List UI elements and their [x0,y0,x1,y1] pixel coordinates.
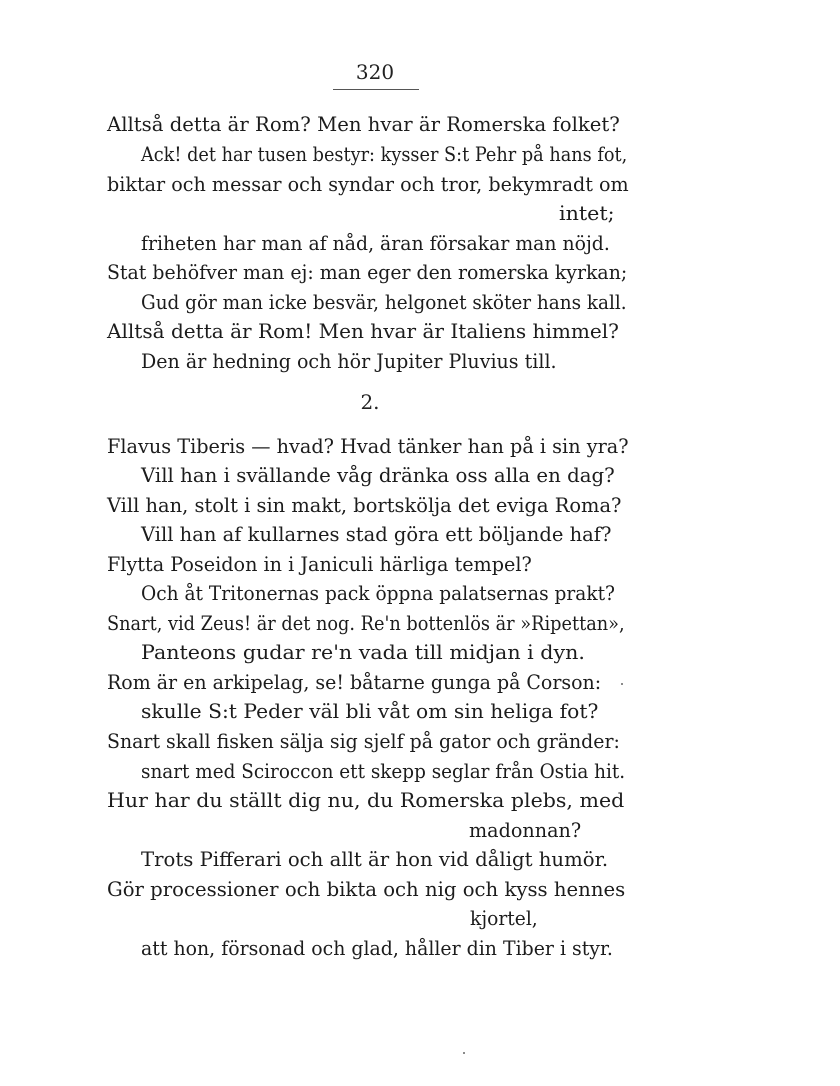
verse-line: Hur har du ställt dig nu, du Romerska plebs, med [107,789,625,812]
verse-line: Alltså detta är Rom? Men hvar är Romerska folket? [107,113,620,136]
verse-line: Gör processioner och bikta och nig och kyss hennes [107,878,626,901]
print-speck [621,683,623,685]
verse-line: Vill han, stolt i sin makt, bortskölja det eviga Roma? [107,494,622,517]
verse-line: Stat behöfver man ej: man eger den romerska kyrkan; [107,261,628,284]
verse-line: skulle S:t Peder väl bli våt om sin heliga fot? [141,700,599,723]
verse-line: intet; [559,202,615,225]
page-number-rule [333,89,419,90]
verse-line: Den är hedning och hör Jupiter Pluvius till. [141,350,557,373]
verse-line: Alltså detta är Rom! Men hvar är Italiens himmel? [107,320,619,343]
verse-line: biktar och messar och syndar och tror, bekymradt om [107,173,629,196]
verse-line: Och åt Tritonernas pack öppna palatsernas prakt? [141,582,616,605]
verse-line: Vill han i svällande våg dränka oss alla en dag? [141,464,615,487]
verse-line: Ack! det har tusen bestyr: kysser S:t Pehr på hans fot, [141,143,628,166]
verse-line: friheten har man af nåd, äran försakar man nöjd. [141,232,610,255]
verse-line: Trots Pifferari och allt är hon vid dåligt humör. [141,848,609,871]
verse-line: att hon, försonad och glad, håller din Tiber i styr. [141,937,613,960]
verse-line: Vill han af kullarnes stad göra ett böljande haf? [141,523,612,546]
section-number: 2. [360,390,380,414]
verse-line: Snart skall fisken sälja sig sjelf på gator och gränder: [107,730,620,753]
page-number: 320 [355,60,395,84]
verse-line: madonnan? [469,819,582,842]
verse-line: Snart, vid Zeus! är det nog. Re'n bottenlös är »Ripettan», [107,612,625,635]
verse-line: Flavus Tiberis — hvad? Hvad tänker han på i sin yra? [107,435,629,458]
verse-line: Rom är en arkipelag, se! båtarne gunga på Corson: [107,671,602,694]
verse-line: Gud gör man icke besvär, helgonet sköter hans kall. [141,291,627,314]
verse-line: Panteons gudar re'n vada till midjan i dyn. [141,641,585,664]
print-speck [463,1052,465,1054]
verse-line: kjortel, [470,907,538,930]
verse-line: snart med Sciroccon ett skepp seglar från Ostia hit. [141,760,626,783]
verse-line: Flytta Poseidon in i Janiculi härliga tempel? [107,553,532,576]
